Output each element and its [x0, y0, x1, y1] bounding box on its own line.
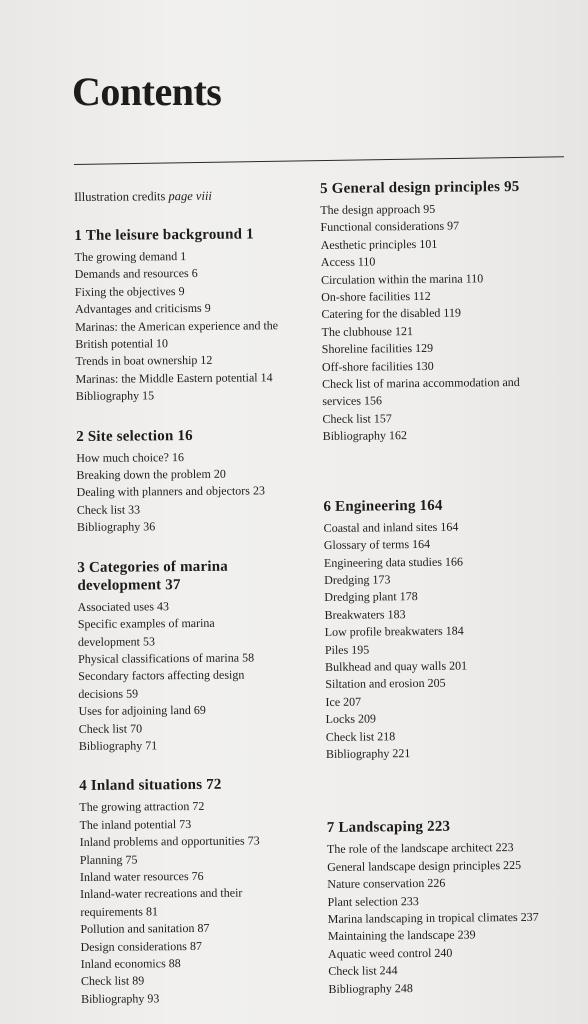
toc-entry: Advantages and criticisms 9	[74, 301, 211, 317]
toc-entry: Planning 75	[79, 852, 138, 867]
toc-entry: The growing attraction 72	[79, 799, 205, 815]
toc-entry: Breakwaters 183	[324, 606, 406, 622]
toc-section	[74, 225, 306, 406]
section-heading-continued: development 37	[77, 576, 181, 594]
toc-entry: The role of the landscape architect 223	[326, 840, 514, 857]
toc-entry: Demands and resources 6	[74, 266, 198, 282]
title-rule	[74, 156, 564, 165]
toc-entry: Marinas: the Middle Eastern potential 14	[75, 370, 273, 386]
toc-entry: Associated uses 43	[77, 598, 170, 614]
toc-entry: Fixing the objectives 9	[74, 283, 185, 299]
toc-entry: Uses for adjoining land 69	[78, 702, 206, 719]
toc-entry: Specific examples of marina	[77, 615, 215, 632]
toc-entry: The clubhouse 121	[321, 323, 413, 339]
toc-entry: Locks 209	[325, 711, 377, 727]
toc-entry: Marinas: the American experience and the	[75, 317, 279, 334]
toc-entry: Inland-water recreations and their	[80, 885, 243, 902]
toc-entry: Dredging 173	[324, 572, 391, 587]
toc-entry: The design approach 95	[320, 201, 436, 217]
toc-entry: Bibliography 162	[322, 428, 408, 444]
toc-entry: Check list 89	[80, 973, 145, 989]
toc-entry: Bibliography 221	[325, 746, 411, 761]
toc-entry: Bulkhead and quay walls 201	[325, 658, 468, 674]
toc-section	[323, 495, 566, 763]
toc-entry: Check list 218	[325, 728, 396, 744]
toc-entry: Coastal and inland sites 164	[323, 519, 459, 535]
section-heading: 6 Engineering 164	[323, 497, 443, 515]
page-title: Contents	[72, 69, 222, 114]
right-column	[320, 177, 569, 1011]
toc-entry: On-shore facilities 112	[321, 288, 431, 305]
toc-entry: Pollution and sanitation 87	[80, 921, 210, 937]
toc-entry: Ice 207	[325, 694, 362, 709]
right-sections	[320, 177, 569, 997]
left-column	[74, 188, 311, 1022]
toc-entry: Check list of marina accommodation and	[322, 374, 520, 392]
toc-entry: Bibliography 248	[328, 980, 413, 996]
toc-section	[76, 426, 307, 537]
toc-entry: Inland economics 88	[80, 956, 181, 971]
toc-entry: requirements 81	[80, 904, 159, 919]
toc-entry: The inland potential 73	[79, 816, 192, 832]
toc-section	[327, 817, 569, 998]
toc-entry: Circulation within the marina 110	[320, 270, 484, 287]
toc-section	[79, 775, 311, 1008]
toc-entry: General landscape design principles 225	[327, 857, 522, 874]
toc-entry: Functional considerations 97	[320, 218, 460, 235]
toc-entry: Glossary of terms 164	[323, 536, 431, 553]
toc-entry: Off-shore facilities 130	[321, 358, 434, 374]
toc-entry: Inland water resources 76	[79, 868, 204, 884]
toc-entry: How much choice? 16	[76, 449, 185, 465]
toc-entry: Breaking down the problem 20	[76, 466, 226, 483]
toc-entry: Bibliography 15	[75, 388, 155, 404]
toc-entry: Low profile breakwaters 184	[324, 623, 464, 640]
section-heading: 2 Site selection 16	[76, 427, 193, 445]
section-heading: 3 Categories of marina	[77, 558, 228, 576]
toc-entry: The growing demand 1	[74, 249, 187, 264]
toc-entry: Design considerations 87	[80, 938, 202, 954]
toc-entry: Siltation and erosion 205	[325, 676, 446, 692]
toc-section	[320, 177, 563, 445]
toc-entry: Bibliography 93	[80, 991, 160, 1006]
toc-entry: Bibliography 36	[76, 519, 156, 535]
toc-entry: Trends in boat ownership 12	[75, 353, 213, 369]
toc-entry: Check list 70	[78, 720, 143, 736]
toc-entry: Nature conservation 226	[327, 875, 446, 892]
section-heading: 4 Inland situations 72	[79, 777, 222, 795]
toc-entry: Bibliography 71	[78, 738, 158, 753]
toc-entry: Maintaining the landscape 239	[327, 927, 476, 944]
toc-entry: Dealing with planners and objectors 23	[76, 483, 265, 500]
toc-entry: Catering for the disabled 119	[321, 305, 462, 322]
toc-section	[77, 557, 309, 756]
toc-entry: Engineering data studies 166	[323, 554, 464, 570]
toc-entry: development 53	[77, 633, 155, 649]
toc-entry: Physical classifications of marina 58	[78, 650, 255, 666]
credits-label: Illustration credits	[74, 189, 166, 204]
toc-entry: British potential 10	[75, 336, 169, 352]
toc-entry: Dredging plant 178	[324, 589, 418, 605]
illustration-credits	[74, 188, 304, 205]
toc-entry: services 156	[322, 393, 383, 409]
section-heading: 7 Landscaping 223	[326, 819, 451, 837]
toc-entry: Plant selection 233	[327, 893, 419, 909]
section-heading: 1 The leisure background 1	[74, 226, 254, 244]
toc-entry: Access 110	[320, 254, 376, 270]
toc-entry: Inland problems and opportunities 73	[79, 833, 260, 850]
toc-entry: Secondary factors affecting design	[78, 667, 245, 684]
left-sections	[74, 225, 311, 1008]
toc-entry: Marina landscaping in tropical climates 237	[327, 909, 539, 926]
credits-page: page viii	[168, 188, 212, 204]
toc-entry: Aesthetic principles 101	[320, 236, 438, 252]
toc-entry: Piles 195	[324, 642, 370, 657]
toc-entry: Aquatic weed control 240	[328, 945, 453, 961]
toc-entry: Check list 244	[328, 963, 398, 979]
toc-entry: Check list 33	[76, 502, 141, 517]
toc-entry: Shoreline facilities 129	[321, 341, 434, 357]
toc-entry: decisions 59	[78, 686, 139, 701]
section-heading: 5 General design principles 95	[320, 178, 520, 197]
toc-entry: Check list 157	[322, 411, 392, 426]
